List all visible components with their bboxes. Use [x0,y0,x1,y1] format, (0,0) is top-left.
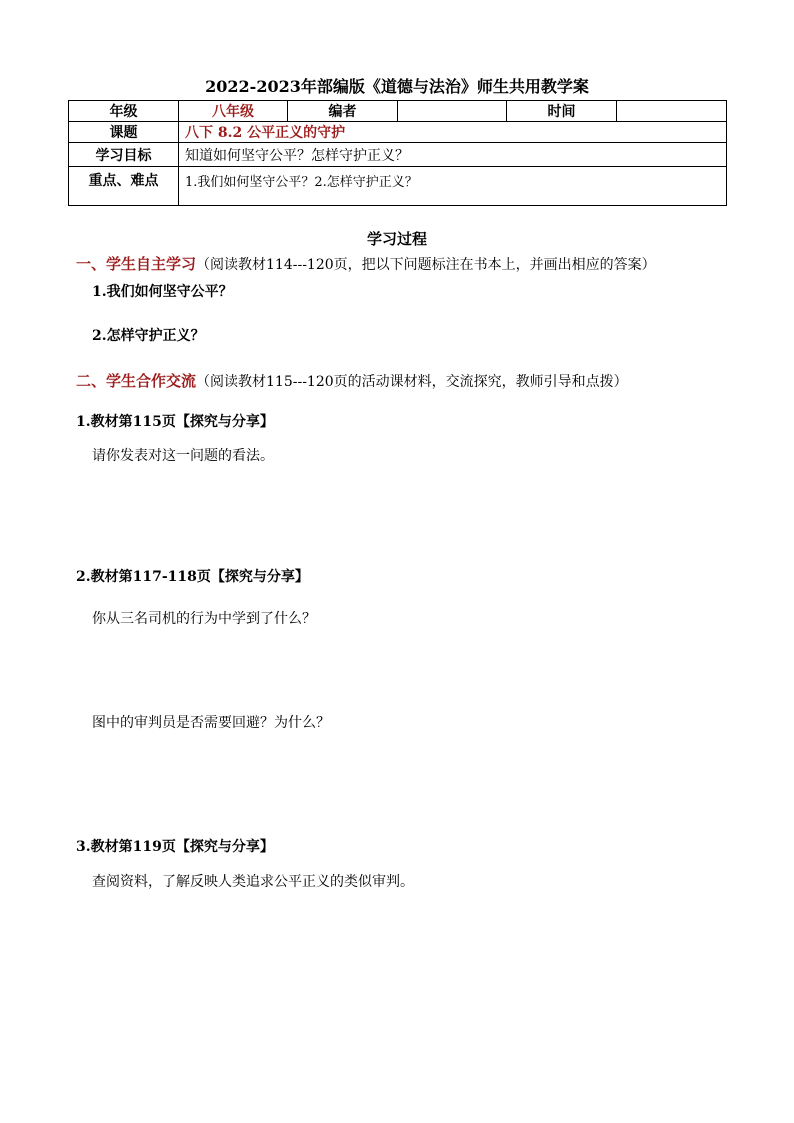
grade-label: 年级 [69,101,179,122]
table-row [69,101,727,122]
time-value [617,101,727,122]
page-title: 2022-2023年部编版《道德与法治》师生共用教学案 [205,77,589,96]
section1-header [76,254,656,275]
item3-text: 查阅资料，了解反映人类追求公平正义的类似审判。 [92,874,414,890]
key-label: 重点、难点 [69,167,179,206]
grade-value: 八年级 [179,101,288,122]
section1-note: （阅读教材114---120页，把以下问题标注在书本上，并画出相应的答案） [196,257,656,273]
lesson-info-table [68,100,727,206]
section1-question-2: 2.怎样守护正义？ [92,328,205,344]
editor-label: 编者 [288,101,398,122]
goal-label: 学习目标 [69,143,179,167]
section2-header [76,371,628,392]
editor-value [398,101,507,122]
key-value: 1.我们如何坚守公平？2.怎样守护正义？ [179,167,727,206]
goal-value: 知道如何坚守公平？怎样守护正义？ [179,143,727,167]
item2-text-2: 图中的审判员是否需要回避？为什么？ [92,715,330,731]
table-row [69,167,727,206]
item2-text-1: 你从三名司机的行为中学到了什么？ [92,611,316,627]
process-title: 学习过程 [366,230,427,248]
table-row [69,122,727,143]
section2-note: （阅读教材115---120页的活动课材料，交流探究，教师引导和点拨） [196,374,628,390]
time-label: 时间 [507,101,617,122]
item3-title: 3.教材第119页【探究与分享】 [76,839,274,855]
table-row [69,143,727,167]
section2-heading: 二、学生合作交流 [76,372,197,390]
topic-value: 八下 8.2 公平正义的守护 [179,122,727,143]
item2-title: 2.教材第117-118页【探究与分享】 [76,569,309,585]
section1-heading: 一、学生自主学习 [76,255,197,273]
topic-label: 课题 [69,122,179,143]
section1-question-1: 1.我们如何坚守公平？ [92,284,233,300]
item1-text: 请你发表对这一问题的看法。 [92,448,274,464]
item1-title: 1.教材第115页【探究与分享】 [76,414,274,430]
